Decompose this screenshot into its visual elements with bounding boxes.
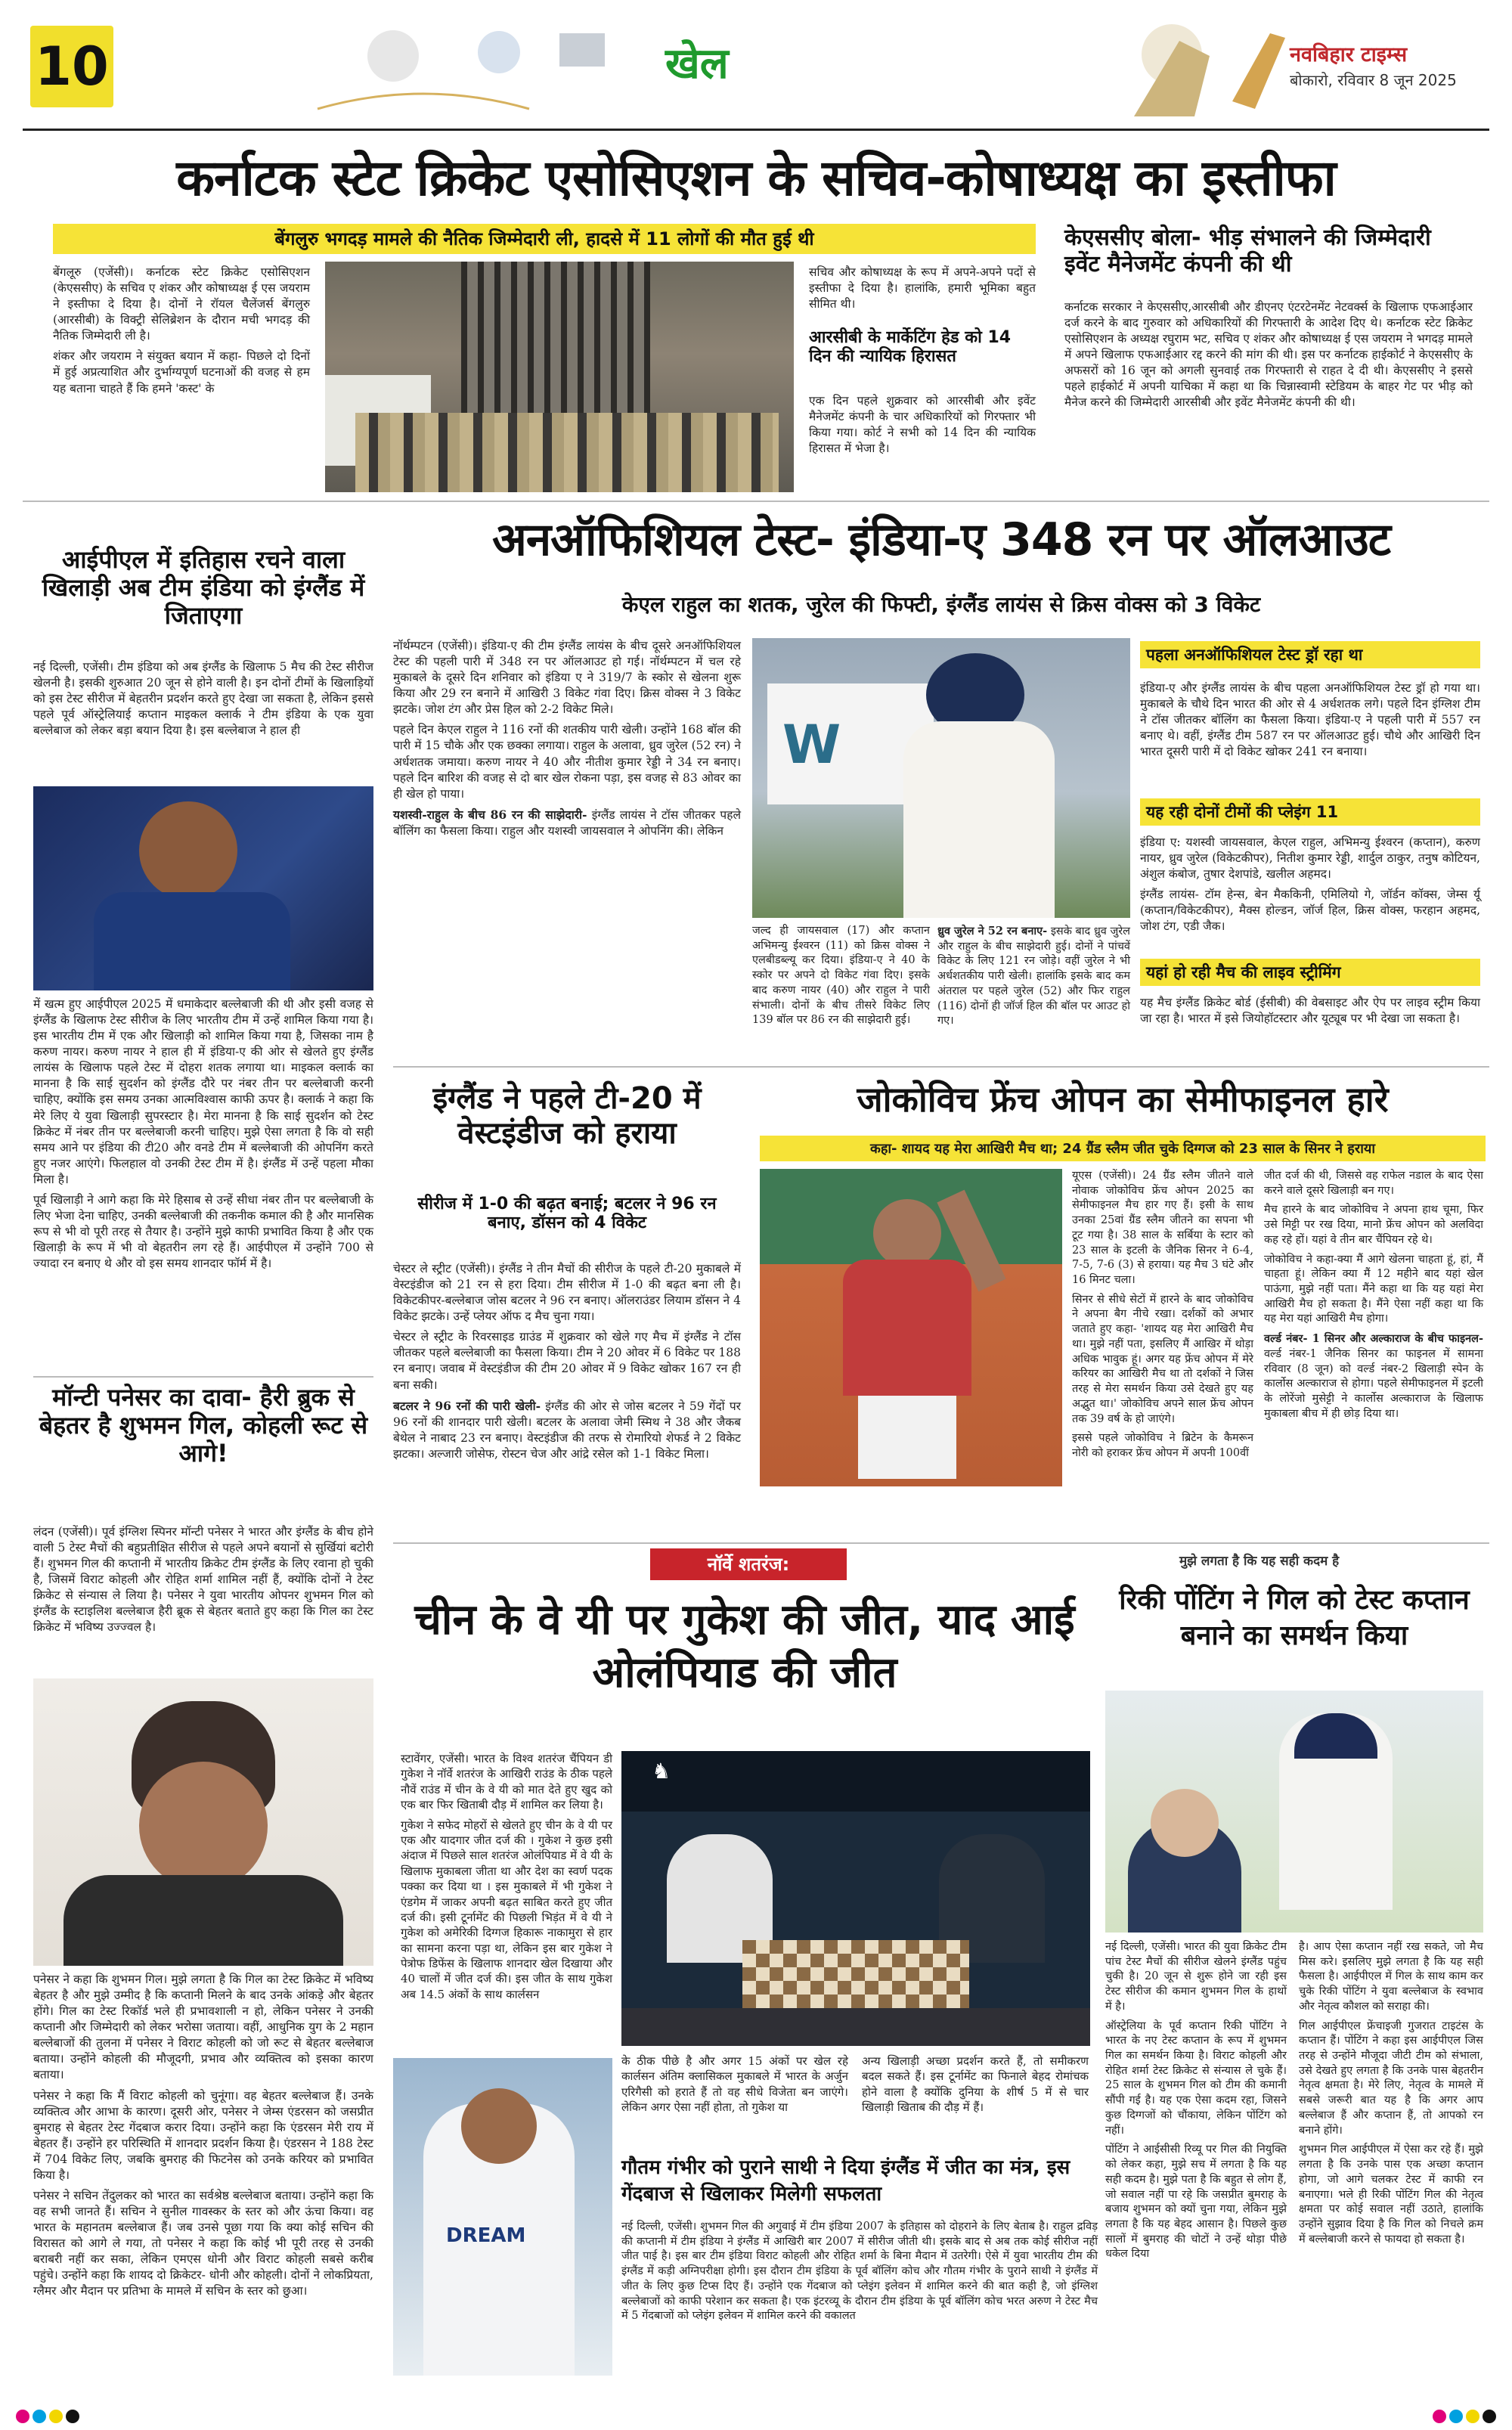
a4-p1-text: नॉर्थम्पटन (एजेंसी)। इंडिया-ए की टीम इंग्लैंड लायंस के बीच दूसरे अनऑफिशियल टेस्ट की पहली पारी में 348 रन पर ऑलआउट हो गई। नॉर्थम्पटन में चल रहे मुकाबले के दूसरे दिन शनिवार को इंडिया ए ने 319/7 के स्कोर से खेलना शुरू किया और 29 रन बनाने में आखिरी 3 विकेट गंवा दिए। क्रिस वोक्स ने 3 विकेट झटके। जोश टंग और प्रेस हिल को 2-2 विकेट मिले। [393, 639, 741, 717]
a4-side2-text2: इंग्लैंड लायंस- टॉम हेन्स, बेन मैककिनी, एमिलियो गे, जॉर्डन कॉक्स, जेम्स र्यू (कप्तान/विकेटकीपर), मैक्स होल्डन, जॉर्ज हिल, क्रिस वोक्स, फरहान अहमद, जोश टंग, एडी जैक। [1140, 888, 1480, 934]
a4-sub1: यशस्वी-राहुल के बीच 86 रन की साझेदारी- [393, 807, 587, 822]
a3-p2-text: पनेसर ने कहा कि शुभमन गिल। मुझे लगता है कि गिल का टेस्ट क्रिकेट में भविष्य बेहतर है और मुझे उम्मीद है कि कप्तानी मिलने के बाद उनके आंकड़े और बेहतर होंगे। गिल का टेस्ट रिकॉर्ड भले ही प्रभावशाली न हो, लेकिन पनेसर ने उनकी कप्तानी और जिम्मेदारी को लेकर भरोसा जताया। वहीं, आधुनिक युग के 2 महान बल्लेबाजों की तुलना में पनेसर ने विराट कोहली को जो रूट से बेहतर बल्लेबाज बताया। उन्होंने कोहली की मौजूदगी, प्रभाव और व्यक्तित्व को इसका कारण बताया। [33, 1973, 373, 2082]
a7-p4-text: अन्य खिलाड़ी अच्छा प्रदर्शन करते हैं, तो समीकरण बदल सकते हैं। इस टूर्नामेंट का फिनाले बेहद रोमांचक होने वाला है क्योंकि दुनिया के शीर्ष 5 में से चार खिलाड़ी खिताब की दौड़ में हैं। [862, 2054, 1089, 2115]
a6-col2 [1264, 1169, 1483, 1422]
a8-p3-text: पोंटिंग ने आईसीसी रिव्यू पर गिल की नियुक्ति को लेकर कहा, मुझे सच में लगता है कि यह सही कदम है। मुझे पता है कि बहुत से लोग हैं, जो सवाल नहीं पा रहे कि जसप्रीत बुमराह के बजाय शुभमन को क्यों चुना गया, लेकिन मुझे लगता है कि यह बेहद आसान है। पिछले कुछ सालों में बुमराह की चोटों ने उन्हें थोड़ा पीछे धकेल दिया [1105, 2143, 1287, 2261]
a6-sub: वर्ल्ड नंबर- 1 सिनर और अल्काराज के बीच फाइनल- [1264, 1332, 1483, 1346]
a4-side3-body [1140, 995, 1480, 1027]
a6-strap: कहा- शायद यह मेरा आखिरी मैच था; 24 ग्रैंड स्लैम जीत चुके दिग्गज को 23 साल के सिनर ने हराया [760, 1136, 1486, 1161]
chess-banner-icon: ♞ [652, 1759, 671, 1784]
monty-panesar-photo [33, 1678, 373, 1966]
dateline: बोकारो, रविवार 8 जून 2025 [1290, 71, 1457, 89]
divider [393, 1066, 1489, 1068]
a4-cap2-text: इसके बाद ध्रुव जुरेल और राहुल के बीच साझेदारी हुई। दोनों ने पांचवें विकेट के लिए 121 रन जोड़े। वहीं जुरेल ने भी अर्धशतकीय पारी खेली। हालांकि इसके बाद कम अंतराल पर पहले जुरेल (52) और फिर राहुल (116) दोनों ही जॉर्ज हिल की बॉल पर आउट हो गए। [937, 925, 1130, 1027]
a7-col1 [401, 1751, 612, 2002]
a4-side2-body [1140, 835, 1480, 934]
section-title: खेल [665, 39, 729, 88]
a4-cap1-text: जल्द ही जायसवाल (17) और कप्तान अभिमन्यु ईश्वरन (11) को क्रिस वोक्स ने एलबीडब्ल्यू कर दिया। इंडिया-ए ने 40 के स्कोर पर अपने दो विकेट गंवा दिए। इसके बाद करुण नायर (40) और राहुल ने पारी संभाली। दोनों के बीच तीसरे विकेट लिए 139 बॉल पर 86 रन की साझेदारी हुई। [752, 925, 930, 1027]
a7-headline: चीन के वे यी पर गुकेश की जीत, याद आई ओलंपियाड की जीत [414, 1595, 1075, 1697]
a4-side2-text: इंडिया ए: यशस्वी जायसवाल, केएल राहुल, अभिमन्यु ईश्वरन (कप्तान), करुण नायर, ध्रुव जुरेल (विकेटकीपर), नितीश कुमार रेड्डी, शार्दुल ठाकुर, तनुष कोटियन, अंशुल कंबोज, तुषार देशपांडे, खलील अहमद। [1140, 835, 1480, 882]
a9-body [621, 2220, 1098, 2324]
a6-p6-text: जोकोविच ने कहा-क्या मैं आगे खेलना चाहता हूं, हां, मैं चाहता हूं। लेकिन क्या मैं 12 महीने बाद यहां खेल पाऊंगा, मुझे नहीं पता। मैंने कहा था कि यह यहां मेरा आखिरी मैच हो सकता है। मैंने ऐसा नहीं कहा था कि यह मेरा यहां आखिरी मैच होगा। [1264, 1253, 1483, 1325]
a7-kicker: नॉर्वे शतरंज: [650, 1548, 847, 1580]
a5-body [393, 1261, 741, 1462]
sports-collage-illustration [302, 11, 1308, 124]
stampede-photo [325, 262, 794, 492]
paper-name: नवबिहार टाइम्स [1290, 43, 1408, 67]
a1-headline: कर्नाटक स्टेट क्रिकेट एसोसिएशन के सचिव-कोषाध्यक्ष का इस्तीफा [176, 149, 1336, 207]
djokovic-photo [760, 1169, 1062, 1486]
a5-p1-text: चेस्टर ले स्ट्रीट (एजेंसी)। इंग्लैंड ने तीन मैचों की सीरीज के पहले टी-20 मुकाबले में वेस्टइंडीज को 21 रन से हरा दिया। टीम सीरीज में 1-0 की बढ़त बना ली है। विकेटकीपर-बल्लेबाज जोस बटलर ने 96 रन बनाए। ऑलराउंडर लियाम डॉसन ने 4 विकेट झटके। उन्हें प्लेयर ऑफ द मैच चुना गया। [393, 1262, 741, 1324]
a6-p4-text: जीत दर्ज की थी, जिससे वह राफेल नडाल के बाद ऐसा करने वाले दूसरे खिलाड़ी बन गए। [1264, 1170, 1483, 1197]
a2-p3-text: पूर्व खिलाड़ी ने आगे कहा कि मेरे हिसाब से उन्हें सीधा नंबर तीन पर बल्लेबाजी के लिए भेजा देना चाहिए, उनकी बल्लेबाजी की तकनीक कमाल की है और मानसिक रूप से भी वो पूरी तरह से तैयार है। उन्होंने मुझे काफी प्रभावित किया है और एक खिलाड़ी के रूप में भी वो बेहतरीन लग रहे हैं। आईपीएल में उन्होंने 700 से ज्यादा रन बनाए थे और वो इस समय शानदार फॉर्म में है। [33, 1192, 373, 1271]
page-number: 10 [30, 26, 113, 107]
a1-subhead: आरसीबी के मार्केटिंग हेड को 14 दिन की न्यायिक हिरासत [809, 328, 1012, 367]
a8-col2 [1299, 1940, 1483, 2247]
a7-col3 [862, 2053, 1089, 2115]
a4-side1-headline: पहला अनऑफिशियल टेस्ट ड्रॉ रहा था [1140, 641, 1480, 668]
jersey-logo: DREAM [446, 2224, 526, 2247]
a2-p2 [33, 996, 373, 1272]
a6-p5-text: मैच हारने के बाद जोकोविच ने अपना हाथ चूमा, फिर उसे मिट्टी पर रख दिया, मानो फ्रेंच ओपन को अलविदा कह रहे हों। यहां वे तीन बार चैंपियन रहे थे। [1264, 1204, 1483, 1246]
divider [23, 501, 1489, 502]
a2-p1-text: नई दिल्ली, एजेंसी। टीम इंडिया को अब इंग्लैंड के खिलाफ 5 मैच की टेस्ट सीरीज खेलनी है। इसकी शुरुआत 20 जून से होने वाली है। इन दोनों टीमों के खिलाड़ियों को इस टेस्ट सीरीज में बेहतरीन प्रदर्शन करते हुए देखा जा सकता है, लेकिन इससे पहले पूर्व ऑस्ट्रेलियाई कप्तान माइकल क्लार्क ने टीम इंडिया के एक युवा बल्लेबाज को लेकर बड़ा बयान दिया है। इस बल्लेबाज ने हाल ही [33, 660, 373, 738]
a2-p1 [33, 659, 373, 739]
masthead-rule [23, 129, 1489, 131]
sai-sudharsan-photo [33, 786, 373, 990]
a8-p5-text: गिल आईपीएल फ्रेंचाइजी गुजरात टाइटंस के कप्तान हैं। पोंटिंग ने कहा इस आईपीएल जिस तरह से उन्होंने मौजूदा जीटी टीम को संभाला, उसे देखते हुए लगता है कि उनके पास बेहतरीन नेतृत्व क्षमता है। मेरे लिए, नेतृत्व के मामले में सबसे जरूरी बात यह है कि अगर आप बल्लेबाज हैं और कप्तान हैं, तो आपको रन बनाने होंगे। [1299, 2019, 1483, 2137]
a1-side-body [1064, 299, 1473, 411]
a4-side2-headline: यह रही दोनों टीमों की प्लेइंग 11 [1140, 798, 1480, 826]
a1-col1-p2: शंकर और जयराम ने संयुक्त बयान में कहा- पिछले दो दिनों में हुई अप्रत्याशित और दुर्भाग्यपूर्ण घटनाओं की वजह से हम यह बताना चाहते हैं कि हमने 'कस्ट' के [53, 349, 310, 395]
a6-p2-text: सिनर से सीधे सेटों में हारने के बाद जोकोविच ने अपना बैग नीचे रखा। दर्शकों को अभार जताते हुए कहा- 'शायद यह मेरा आखिरी मैच था। मुझे नहीं पता, इसलिए मैं आखिर में थोड़ा अधिक भावुक हूं। अगर यह फ्रेंच ओपन में मेरे करियर का आखिरी मैच था तो दर्शकों ने जिस तरह से मेरा समर्थन किया उसे देखते हुए यह अद्भुत था।' जोकोविच अपने साल फ्रेंच ओपन तक 39 वर्ष के हो जाएंगे। [1072, 1293, 1253, 1425]
a7-p3-text: के ठीक पीछे है और अगर 15 अंकों पर खेल रहे कार्लसन अंतिम क्लासिकल मुकाबले में भारत के अर्जुन एरिगैसी को हराते हैं तो वह सीधे विजेता बन जाएंगे। लेकिन अगर ऐसा नहीं होता, तो गुकेश या [621, 2054, 848, 2115]
kl-rahul-photo [752, 638, 1130, 918]
a6-p3-text: इससे पहले जोकोविच ने ब्रिटेन के कैमरून नोरी को हराकर फ्रेंच ओपन में अपनी 100वीं [1072, 1432, 1253, 1459]
a1-col2b-p1: एक दिन पहले शुक्रवार को आरसीबी और इवेंट मैनेजमेंट कंपनी के चार अधिकारियों को गिरफ्तार भी किया गया। कोर्ट ने सभी को 14 दिन की न्यायिक हिरासत में भेजा है। [809, 394, 1036, 456]
a3-p4-text: पनेसर ने सचिन तेंदुलकर को भारत का सर्वश्रेष्ठ बल्लेबाज बताया। उन्होंने कहा कि वह सभी जानते हैं। सचिन ने सुनील गावस्कर के स्तर को और ऊंचा किया। वह भारत के महानतम बल्लेबाज हैं। जब उनसे पूछा गया कि क्या कोई सचिन की विरासत को आगे ले गया, तो पनेसर ने कहा कि कोई भी पूरी तरह से उनकी बराबरी नहीं कर सका, लेकिन एमएस धोनी और विराट कोहली सबसे करीब पहुंचे। उन्होंने कहा कि शायद दो क्रिकेटर- धोनी और कोहली। दोनों ने लोकप्रियता, ग्लैमर और मैदान पर प्रतिभा के मामले में सचिन के स्तर को छुआ। [33, 2189, 373, 2298]
a6-col1 [1072, 1169, 1253, 1461]
a8-kicker: मुझे लगता है कि यह सही कदम है [1179, 1554, 1340, 1569]
a1-col2 [809, 265, 1036, 312]
chess-match-photo [621, 1751, 1090, 2046]
a4-side1-body [1140, 680, 1480, 760]
a1-col1-p1: बेंगलूरु (एजेंसी)। कर्नाटक स्टेट क्रिकेट एसोसिएशन (केएससीए) के सचिव ए शंकर और कोषाध्यक्ष ई एस जयराम ने इस्तीफा दे दिया है। दोनों ने रॉयल चैलेंजर्स बेंगलुरु (आरसीबी) के विक्ट्री सेलिब्रेशन के दौरान मची भगदड़ की नैतिक जिम्मेदारी ली है। [53, 265, 310, 343]
a1-col1 [53, 265, 310, 397]
kuldeep-photo [393, 2058, 612, 2376]
a4-p2-text: पहले दिन केएल राहुल ने 116 रनों की शतकीय पारी खेली। उन्होंने 168 बॉल की पारी में 15 चौके और एक छक्का लगाया। राहुल के अलावा, ध्रुव जुरेल (52 रन) ने अर्धशतक जमाया। करुण नायर ने 40 और नीतीश कुमार रेड्डी ने 34 रन बनाए। पहले दिन बारिश की वजह से दो बार खेल रोकना पड़ा, इस वजह से 83 ओवर का ही खेल हो पाया। [393, 723, 741, 801]
a4-caption-left [752, 924, 930, 1028]
a8-headline: रिकी पोंटिंग ने गिल को टेस्ट कप्तान बनाने का समर्थन किया [1119, 1585, 1470, 1651]
divider [393, 1542, 1489, 1544]
a4-p3-text: इंग्लैंड लायंस ने टॉस जीतकर पहले बॉलिंग का फैसला किया। राहुल और यशस्वी जायसवाल ने ओपनिंग की। लेकिन [393, 807, 741, 838]
a1-strap: बेंगलुरु भगदड़ मामले की नैतिक जिम्मेदारी ली, हादसे में 11 लोगों की मौत हुई थी [53, 224, 1036, 254]
a4-side1-text: इंडिया-ए और इंग्लैंड लायंस के बीच पहला अनऑफिशियल टेस्ट ड्रॉ हो गया था। मुकाबले के चौथे दिन भारत की ओर से 4 अर्धशतक लगे। पहले दिन इंग्लिश टीम ने टॉस जीतकर बॉलिंग का फैसला किया। इंडिया-ए ने पहली पारी में 557 रन बनाए थे। वहीं, इंग्लैंड टीम 587 रन पर ऑलआउट हुई। चौथे और आखिरी दिन भारत दूसरी पारी में दो विकेट खोकर 241 रन बनाया। [1140, 681, 1480, 759]
a5-sub: बटलर ने 96 रनों की पारी खेली- [393, 1398, 541, 1413]
a2-headline: आईपीएल में इतिहास रचने वाला खिलाड़ी अब टीम इंडिया को इंग्लैंड में जिताएगा [42, 545, 365, 630]
a4-headline: अनऑफिशियल टेस्ट- इंडिया-ए 348 रन पर ऑलआउट [492, 513, 1390, 566]
a7-col2 [621, 2053, 848, 2115]
a5-headline: इंग्लैंड ने पहले टी-20 में वेस्टइंडीज को हराया [432, 1081, 702, 1151]
a8-col1 [1105, 1940, 1287, 2262]
sponsor-board: W [782, 714, 841, 776]
gill-ponting-photo [1105, 1691, 1483, 1933]
a8-p6-text: शुभमन गिल आईपीएल में ऐसा कर रहे हैं। मुझे लगता है कि उनके पास एक अच्छा कप्तान होगा, जो आगे चलकर टेस्ट में काफी रन बनाएगा। भले ही रिकी पोंटिंग गिल की नेतृत्व क्षमता पर कोई सवाल नहीं उठाते, हालांकि उन्होंने सुझाव दिया है कि गिल को निचले क्रम में बल्लेबाजी करने से फायदा हो सकता है। [1299, 2143, 1483, 2246]
a4-sub2: ध्रुव जुरेल ने 52 रन बनाए- [937, 925, 1048, 938]
a1-col2b [809, 393, 1036, 457]
registration-marks [0, 2403, 1512, 2430]
a4-side3-text: यह मैच इंग्लैंड क्रिकेट बोर्ड (ईसीबी) की वेबसाइट और ऐप पर लाइव स्ट्रीम किया जा रहा है। भारत में इसे जियोहॉटस्टार और यूट्यूब पर भी देखा जा सकता है। [1140, 996, 1480, 1026]
a6-p7-text: वर्ल्ड नंबर-1 जैनिक सिनर का फाइनल में सामना रविवार (8 जून) को वर्ल्ड नंबर-2 खिलाड़ी स्पेन के कार्लोस अल्काराज से होगा। पहले सेमीफाइनल में इटली के लोरेंजो मुसेट्टी ने कार्लोस अल्काराज के खिलाफ मुकाबला बीच में ही छोड़ दिया था। [1264, 1347, 1483, 1420]
a9-p1-text: नई दिल्ली, एजेंसी। शुभमन गिल की अगुवाई में टीम इंडिया 2007 के इतिहास को दोहराने के लिए बेताब है। राहुल द्रविड़ की कप्तानी में टीम इंडिया ने इंग्लैंड में आखिरी बार 2007 में सीरीज जीती थी। इसके बाद से अब तक कोई सीरीज नहीं जीत पाई है। इस बार टीम इंडिया विराट कोहली और रोहित शर्मा के बिना मैदान में उतरेगी। ऐसे में युवा भारतीय टीम की इंग्लैंड में कड़ी अग्निपरीक्षा होगी। इस दौरान टीम इंडिया के पूर्व बॉलिंग कोच और गौतम गंभीर के पुराने साथी ने इंग्लैंड में जीत के लिए कुछ टिप्स दिए हैं। उन्होंने एक गेंदबाज को प्लेइंग इलेवन में शामिल करने की बात कही है, जो इंग्लिश बल्लेबाजों को काफी परेशान कर सकता है। एक इंटरव्यू के दौरान टीम इंडिया के पूर्व बॉलिंग कोच भरत अरुण ने टेस्ट मैच में 5 गेंदबाजों को प्लेइंग इलेवन में शामिल करने की वकालत [621, 2221, 1098, 2323]
a6-p1-text: यूएस (एजेंसी)। 24 ग्रैंड स्लैम जीतने वाले नोवाक जोकोविच फ्रेंच ओपन 2025 का सेमीफाइनल मैच हार गए हैं। इसी के साथ उनका 25वां ग्रैंड स्लैम जीतने का सपना भी टूट गया है। 38 साल के सर्बिया के स्टार को 23 साल के इटली के जैनिक सिनर ने 6-4, 7-5, 7-6 (3) से हराया। यह मैच 3 घंटे और 16 मिनट चला। [1072, 1170, 1253, 1287]
a1-col2-p1: सचिव और कोषाध्यक्ष के रूप में अपने-अपने पदों से इस्तीफा दे दिया है। हालांकि, हमारी भूमिका बहुत सीमित थी। [809, 265, 1036, 311]
a8-p4-text: है। आप ऐसा कप्तान नहीं रख सकते, जो मैच मिस करे। इसलिए मुझे लगता है कि यह सही फैसला है। आईपीएल में गिल के साथ काम कर चुके रिकी पोंटिंग ने युवा बल्लेबाज के स्वभाव और नेतृत्व कौशल को सराहा की। [1299, 1941, 1483, 2013]
a8-p2-text: ऑस्ट्रेलिया के पूर्व कप्तान रिकी पोंटिंग ने भारत के नए टेस्ट कप्तान के रूप में शुभमन गिल का समर्थन किया है। विराट कोहली और रोहित शर्मा टेस्ट क्रिकेट से संन्यास ले चुके हैं। 25 साल के शुभमन गिल को टीम की कमानी सौंपी गई है। यह एक ऐसा कदम रहा, जिसने कुछ दिग्गजों को चौंकाया, लेकिन पोंटिंग को नहीं। [1105, 2019, 1287, 2137]
a7-p1-text: स्टावेंगर, एजेंसी। भारत के विश्व शतरंज चैंपियन डी गुकेश ने नॉर्वे शतरंज के आखिरी राउंड के ठीक पहले नौवें राउंड में चीन के वे यी को मात देते हुए खुद को एक बार फिर खिताबी दौड़ में शामिल कर लिया है। [401, 1752, 612, 1812]
a2-p2-text: में खत्म हुए आईपीएल 2025 में धमाकेदार बल्लेबाजी की थी और इसी वजह से इंग्लैंड के खिलाफ टेस्ट सीरीज के लिए भारतीय टीम में उन्हें शामिल किया गया है। इस भारतीय टीम में एक और खिलाड़ी को शामिल किया गया है, जिसका नाम है करुण नायर। करुण नायर ने हाल ही में इंडिया-ए की ओर से खेलते हुए इंग्लैंड लायंस के खिलाफ पहले टेस्ट में दोहरा शतक लगाया था। माइकल क्लार्क का मानना है कि साई सुदर्शन को इंग्लैंड दौरे पर नंबर तीन पर बल्लेबाजी करनी चाहिए, क्योंकि इस समय उनका आत्मविश्वास काफी ऊपर है। क्लार्क ने कहा कि मेरे लिए ये युवा खिलाड़ी सुपरस्टार है। मेरा मानना है कि साई सुदर्शन को टेस्ट क्रिकेट में नंबर तीन पर बल्लेबाजी करनी चाहिए। मुझे ऐसा लगता है कि वो सही समय आने पर इंडिया की टी20 और वनडे टीम में बल्लेबाजी की ओपनिंग करते हुए नजर आएंगे। फिलहाल वो उनकी टेस्ट टीम में है। इंग्लैंड में उन्हें पहला मौका मिला है। [33, 997, 373, 1186]
divider [33, 1376, 373, 1378]
a3-headline: मॉन्टी पनेसर का दावा- हैरी ब्रुक से बेहतर है शुभमन गिल, कोहली रूट से आगे! [39, 1383, 368, 1468]
masthead [0, 0, 1512, 130]
a5-strap: सीरीज में 1-0 की बढ़त बनाई; बटलर ने 96 रन बनाए, डॉसन को 4 विकेट [417, 1195, 717, 1233]
a7-p2-text: गुकेश ने सफेद मोहरों से खेलते हुए चीन के वे यी पर एक और यादगार जीत दर्ज की । गुकेश ने कुछ इसी अंदाज में पिछले साल शतरंज ओलंपियाड में वे यी के खिलाफ मुकाबला जीता था और देश का स्वर्ण पदक पक्का कर दिया था । इस मुकाबले में भी गुकेश ने एंडगेम में जाकर अपनी बढ़त साबित करते हुए जीत दर्ज की। इसी टूर्नामेंट की पिछली भिड़ंत में वे यी ने गुकेश को अमेरिकी दिग्गज हिकारू नाकामुरा से हार का सामना करना पड़ा था, लेकिन इस बार गुकेश ने पेत्रोफ डिफेंस के खिलाफ शानदार खेल दिखाया और 40 चालों में जीत दर्ज की। इस जीत के साथ गुकेश अब 14.5 अंकों के साथ कार्लसन [401, 1818, 612, 2001]
a3-p1-text: लंदन (एजेंसी)। पूर्व इंग्लिश स्पिनर मॉन्टी पनेसर ने भारत और इंग्लैंड के बीच होने वाली 5 टेस्ट मैचों की बहुप्रतीक्षित सीरीज से पहले अपने बयानों से सुर्खियां बटोरी हैं। शुभमन गिल की कप्तानी में भारतीय क्रिकेट टीम इंग्लैंड के लिए रवाना हो चुकी है, जिसमें विराट कोहली और रोहित शर्मा शामिल नहीं हैं, क्योंकि दोनों ने टेस्ट क्रिकेट से संन्यास ले लिया है। पनेसर ने युवा भारतीय ओपनर शुभमन गिल को इंग्लैंड के स्टाइलिश बल्लेबाज हैरी ब्रूक से बेहतर बताते हुए कहा कि गिल का टेस्ट क्रिकेट में भविष्य उज्ज्वल है। [33, 1525, 373, 1635]
a5-p3-text: इंग्लैंड की ओर से जोस बटलर ने 59 गेंदों पर 96 रनों की शानदार पारी खेली। बटलर के अलावा जेमी स्मिथ ने 38 और जैकब बेथेल ने नाबाद 23 रन बनाए। वेस्टइंडीज की तरफ से रोमारियो शेफर्ड ने 2 विकेट झटका। अल्जारी जोसेफ, रोस्टन चेज और आंद्रे रसेल को 1-1 विकेट मिला। [393, 1399, 741, 1461]
a3-p3-text: पनेसर ने कहा कि मैं विराट कोहली को चुनूंगा। वह बेहतर बल्लेबाज हैं। उनके व्यक्तित्व और आभा के कारण। दूसरी ओर, पनेसर ने जेम्स एंडरसन को जसप्रीत बुमराह से बेहतर टेस्ट गेंदबाज करार दिया। उन्होंने कहा कि एंडरसन मेरी राय में बेहतर हैं। उन्होंने हर परिस्थिति में शानदार प्रदर्शन किया है। एंडरसन ने 188 टेस्ट में 704 विकेट लिए, जबकि बुमराह की फिटनेस को उनके करियर को प्रभावित किया है। [33, 2088, 373, 2182]
a1-side-body-text: कर्नाटक सरकार ने केएससीए,आरसीबी और डीएनए एंटरटेनमेंट नेटवर्क्स के खिलाफ एफआईआर दर्ज करने के बाद गुरुवार को अधिकारियों की गिरफ्तारी के आदेश दिए थे। कर्नाटक स्टेट क्रिकेट एसोसिएशन के अध्यक्ष रघुराम भट, सचिव ए शंकर और कोषाध्यक्ष ई एस जयराम ने भगदड़ मामले में अपने खिलाफ एफआईआर रद्द करने की मांग की थी। इस पर कर्नाटक हाईकोर्ट ने केएससीए के अफसरों को 16 जून को अगली सुनवाई तक गिरफ्तारी से राहत दे दी थी। केएससीए ने इससे पहले हाईकोर्ट में अपनी याचिका में कहा था कि चिन्नास्वामी स्टेडियम के बाहर गेट पर भीड़ को मैनेज करने की जिम्मेदारी आरसीबी और इवेंट मैनेजमेंट कंपनी की थी। [1064, 300, 1473, 410]
a3-p1 [33, 1524, 373, 1636]
a1-side-headline: केएससीए बोला- भीड़ संभालने की जिम्मेदारी इवेंट मैनेजमेंट कंपनी की थी [1064, 225, 1431, 277]
a8-p1-text: नई दिल्ली, एजेंसी। भारत की युवा क्रिकेट टीम पांच टेस्ट मैचों की सीरीज खेलने इंग्लैंड पहुंच चुकी है। 20 जून से शुरू होने जा रही इस टेस्ट सीरीज की कमान शुभमन गिल के हाथों में है। [1105, 1941, 1287, 2013]
a5-p2-text: चेस्टर ले स्ट्रीट के रिवरसाइड ग्राउंड में शुक्रवार को खेले गए मैच में इंग्लैंड ने टॉस जीतकर पहले बल्लेबाजी का फैसला किया। टीम ने 20 ओवर में 6 विकेट पर 188 रन बनाए। जवाब में वेस्टइंडीज की टीम 20 ओवर में 9 विकेट खोकर 167 रन ही बना सकी। [393, 1330, 741, 1392]
a4-strap: केएल राहुल का शतक, जुरेल की फिफ्टी, इंग्लैंड लायंस से क्रिस वोक्स को 3 विकेट [621, 592, 1261, 617]
a3-body [33, 1972, 373, 2300]
a4-col1 [393, 638, 741, 839]
a9-headline: गौतम गंभीर को पुराने साथी ने दिया इंग्लैंड में जीत का मंत्र, इस गेंदबाज से खिलाकर मिलेगी सफलता [621, 2156, 1070, 2206]
a4-caption-right [937, 924, 1130, 1029]
a6-headline: जोकोविच फ्रेंच ओपन का सेमीफाइनल हारे [857, 1079, 1389, 1120]
a4-side3-headline: यहां हो रही मैच की लाइव स्ट्रीमिंग [1140, 959, 1480, 986]
